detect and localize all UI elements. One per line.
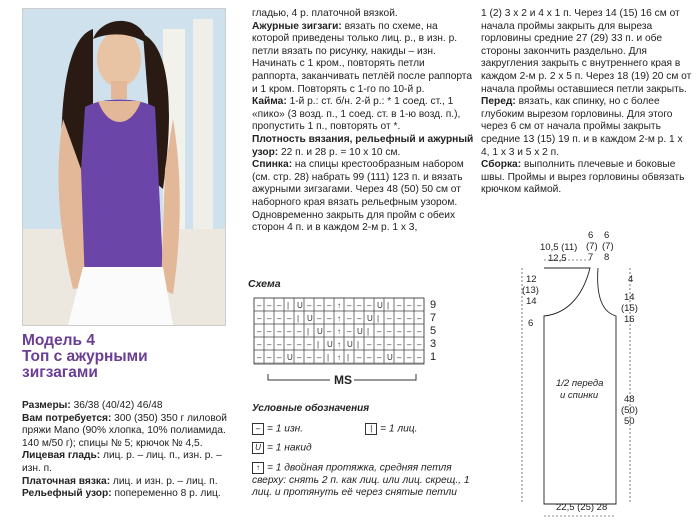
- materials-text: 300 (350) 350 г лиловой пряжи Mano (90% хлопка, 10% полиамида. 140 м/50 г); спицы № 5; крючок № 4,5.: [22, 412, 228, 449]
- knit-symbol-icon: |: [365, 423, 377, 435]
- chart-row-label: 3: [430, 338, 437, 350]
- dim-right-48: 48: [624, 394, 635, 405]
- legend-dec: [252, 462, 474, 500]
- chart-symbol: –: [327, 301, 332, 310]
- dim-top-8: 8: [604, 252, 610, 263]
- legend-yo: [252, 442, 474, 455]
- chart-row-label: 9: [430, 299, 437, 311]
- chart-symbol: –: [387, 340, 392, 349]
- chart-symbol: –: [417, 340, 422, 349]
- model-name-line2: зигзагами: [22, 364, 98, 381]
- chart-symbol: |: [287, 301, 290, 310]
- chart-symbol: –: [287, 340, 292, 349]
- edging-paragraph: [252, 96, 474, 134]
- assembly-label: Сборка:: [481, 159, 522, 171]
- chart-symbol: –: [397, 327, 402, 336]
- chart-symbol: –: [277, 340, 282, 349]
- zigzag-text: вязать по схеме, на которой приведены только лиц. р., в изн. р. петли вязать по рисунку, накиды – изн. Начинать с 1 кром., повторять петли раппорта, заканчивать петлёй после раппорта и 1 кром. Повторять с 1-го по 10-й р.: [252, 20, 473, 95]
- chart-symbol: –: [417, 301, 422, 310]
- dim-top-6b: 6: [604, 230, 610, 241]
- chart-symbol: –: [347, 327, 352, 336]
- chart-symbol: –: [407, 327, 412, 336]
- dim-left-6: 6: [528, 318, 534, 329]
- garter-label: Платочная вязка:: [22, 475, 111, 487]
- chart-symbol: –: [317, 353, 322, 362]
- chart-symbol: ↑: [337, 340, 341, 349]
- chart-symbol: U: [307, 314, 313, 323]
- assembly-text: выполнить плечевые и боковые швы. Проймы и вырез горловины обвязать крючком каймой.: [481, 159, 685, 196]
- chart-symbol: –: [257, 327, 262, 336]
- chart-symbol: –: [257, 314, 262, 323]
- relief-paragraph: [22, 488, 230, 501]
- legend-purl: [252, 423, 303, 436]
- materials-paragraph: [22, 413, 230, 451]
- chart-symbol: –: [407, 353, 412, 362]
- chart-symbol: –: [277, 327, 282, 336]
- chart-symbol: –: [357, 314, 362, 323]
- dim-right-50a: (50): [621, 405, 638, 416]
- assembly-paragraph: [481, 159, 693, 197]
- chart-symbol: –: [267, 314, 272, 323]
- chart-symbol: U: [287, 353, 293, 362]
- chart-symbol: –: [407, 340, 412, 349]
- edging-label: Кайма:: [252, 96, 287, 108]
- dim-left-14: 14: [526, 296, 537, 307]
- chart-symbol: –: [287, 314, 292, 323]
- purl-symbol-icon: –: [252, 423, 264, 435]
- materials-block: [22, 400, 230, 501]
- chart-symbol: –: [377, 327, 382, 336]
- schema-title: Схема: [248, 278, 281, 290]
- chart-symbol: –: [417, 327, 422, 336]
- chart-symbol: –: [357, 301, 362, 310]
- right-intro: 1 (2) 3 х 2 и 4 х 1 п. Через 14 (15) 16 см от начала проймы закрыть для выреза горловины средние 27 (29) 33 п. и обе стороны закончить раздельно. Для закругления закрыть с внутреннего края в каждом 2-м р. 2 х 5 п. Через 18 (19) 20 см от начала проймы оставшиеся петли закрыть.: [481, 8, 692, 95]
- dim-right-4: 4: [628, 274, 634, 285]
- chart-symbol: |: [357, 340, 360, 349]
- sizes-label: Размеры:: [22, 400, 71, 411]
- rapport-label: MS: [334, 373, 352, 387]
- knitting-chart: [250, 296, 450, 388]
- materials-label: Вам потребуется:: [22, 412, 112, 424]
- sizes-text: 36/38 (40/42) 46/48: [70, 400, 163, 411]
- stockinette-label: Лицевая гладь:: [22, 450, 101, 462]
- yarnover-symbol-icon: U: [252, 442, 264, 454]
- chart-symbol: |: [327, 353, 330, 362]
- chart-symbol: –: [407, 314, 412, 323]
- model-photo: [22, 8, 226, 326]
- chart-symbol: –: [417, 353, 422, 362]
- chart-symbol: |: [347, 353, 350, 362]
- chart-symbol: –: [307, 340, 312, 349]
- chart-symbol: |: [307, 327, 310, 336]
- zigzag-label: Ажурные зигзаги:: [252, 20, 342, 32]
- dim-top-7a: (7): [586, 241, 598, 252]
- chart-symbol: U: [317, 327, 323, 336]
- legend-knit-text: = 1 лиц.: [380, 423, 418, 435]
- chart-symbol: –: [267, 340, 272, 349]
- chart-symbol: –: [257, 340, 262, 349]
- chart-row-label: 1: [430, 351, 437, 363]
- chart-symbol: –: [387, 327, 392, 336]
- model-title: [22, 333, 148, 381]
- chart-symbol: –: [397, 353, 402, 362]
- chart-symbol: –: [377, 353, 382, 362]
- chart-symbol: –: [357, 353, 362, 362]
- dim-top-7b: 7: [588, 252, 594, 263]
- dim-top-7c: (7): [602, 241, 614, 252]
- chart-symbol: –: [277, 353, 282, 362]
- dim-right-14: 14: [624, 292, 635, 303]
- chart-symbol: –: [277, 314, 282, 323]
- chart-row-label: 7: [430, 312, 437, 324]
- dim-top-left-2: 12,5: [548, 253, 567, 264]
- chart-symbol: U: [387, 353, 393, 362]
- legend-purl-text: = 1 изн.: [267, 423, 304, 435]
- chart-symbol: U: [297, 301, 303, 310]
- chart-symbol: –: [297, 340, 302, 349]
- chart-symbol: –: [397, 301, 402, 310]
- stockinette-paragraph: [22, 450, 230, 475]
- model-number: Модель 4: [22, 332, 95, 349]
- stockinette-text: лиц. р. – лиц. п., изн. р. – изн. п.: [22, 450, 222, 474]
- dim-right-50b: 50: [624, 416, 635, 427]
- dim-right-16: 16: [624, 314, 635, 325]
- chart-symbol: –: [297, 353, 302, 362]
- edging-text: 1-й р.: ст. б/н. 2-й р.: * 1 соед. ст., 1 «пико» (3 возд. п., 1 соед. ст. в 1-ю возд. п.), пропустить 1 п., повторять от *.: [252, 96, 461, 133]
- chart-symbol: ↑: [337, 327, 341, 336]
- chart-symbol: –: [347, 314, 352, 323]
- chart-symbol: –: [397, 314, 402, 323]
- gauge-label: Плотность вязания, рельефный и ажурный узор:: [252, 133, 474, 158]
- dim-top-6a: 6: [588, 230, 594, 241]
- chart-symbol: –: [327, 327, 332, 336]
- chart-symbol: –: [377, 340, 382, 349]
- zigzag-paragraph: [252, 21, 474, 97]
- chart-symbol: –: [317, 314, 322, 323]
- chart-symbol: |: [297, 314, 300, 323]
- chart-symbol: |: [317, 340, 320, 349]
- back-paragraph: [252, 159, 474, 235]
- sizes-paragraph: [22, 400, 230, 413]
- chart-symbol: –: [307, 353, 312, 362]
- model-name-line1: Топ с ажурными: [22, 348, 148, 365]
- chart-symbol: –: [407, 301, 412, 310]
- chart-symbol: ↑: [337, 353, 341, 362]
- chart-symbol: –: [367, 301, 372, 310]
- chart-symbol: –: [327, 314, 332, 323]
- chart-symbol: –: [387, 314, 392, 323]
- chart-symbol: –: [307, 301, 312, 310]
- legend-dec-text: = 1 двойная протяжка, средняя петля сверху: снять 2 п. как лиц. или лиц. скрещ., 1 лиц. и протянуть её через снятые петли: [252, 462, 470, 499]
- dim-bottom: 22,5 (25) 28: [556, 502, 608, 513]
- front-text: вязать, как спинку, но с более глубоким вырезом горловины. Для этого через 6 см от начала проймы закрыть средние 13 (15) 19 п. и в каждом 2-м р. 1 х 4, 1 х 3 и 5 х 2 п.: [481, 96, 683, 158]
- legend-yo-text: = 1 накид: [267, 442, 312, 454]
- chart-symbol: –: [297, 327, 302, 336]
- chart-symbol: ↑: [337, 314, 341, 323]
- front-label: Перед:: [481, 96, 516, 108]
- instructions-right: [481, 8, 693, 197]
- legend-block: [252, 423, 474, 500]
- chart-symbol: –: [277, 301, 282, 310]
- front-paragraph: [481, 96, 693, 159]
- dim-right-15: (15): [621, 303, 638, 314]
- chart-symbol: –: [317, 301, 322, 310]
- legend-knit: [365, 423, 417, 436]
- chart-symbol: –: [267, 353, 272, 362]
- chart-symbol: –: [367, 340, 372, 349]
- chart-symbol: –: [257, 353, 262, 362]
- chart-symbol: |: [387, 301, 390, 310]
- mid-intro: гладью, 4 р. платочной вязкой.: [252, 8, 398, 19]
- garment-pattern: [500, 230, 698, 526]
- garter-text: лиц. и изн. р. – лиц. п.: [110, 475, 218, 487]
- dim-left-12: 12: [526, 274, 537, 285]
- chart-symbol: –: [287, 327, 292, 336]
- pattern-label-2: и спинки: [560, 390, 599, 401]
- dim-left-13: (13): [522, 285, 539, 296]
- dim-top-left: 10,5 (11): [540, 242, 578, 253]
- chart-cells: [254, 298, 424, 363]
- relief-text: попеременно 8 р. лиц.: [111, 488, 221, 500]
- chart-symbol: U: [357, 327, 363, 336]
- garter-paragraph: [22, 476, 230, 489]
- gauge-paragraph: [252, 134, 474, 159]
- chart-symbol: |: [367, 327, 370, 336]
- chart-symbol: U: [367, 314, 373, 323]
- photo-illustration: [23, 9, 225, 325]
- relief-label: Рельефный узор:: [22, 488, 112, 500]
- chart-symbol: –: [397, 340, 402, 349]
- chart-symbol: –: [347, 301, 352, 310]
- pattern-label-1: 1/2 переда: [556, 378, 604, 389]
- gauge-text: 22 п. и 28 р. = 10 х 10 см.: [278, 146, 401, 158]
- chart-symbol: –: [417, 314, 422, 323]
- chart-row-label: 5: [430, 325, 437, 337]
- chart-symbol: –: [257, 301, 262, 310]
- chart-symbol: U: [347, 340, 353, 349]
- legend-row: [252, 423, 474, 436]
- chart-symbol: |: [377, 314, 380, 323]
- legend-title: Условные обозначения: [252, 403, 370, 414]
- chart-symbol: –: [267, 301, 272, 310]
- back-label: Спинка:: [252, 159, 293, 171]
- chart-symbol: U: [377, 301, 383, 310]
- double-decrease-symbol-icon: ↑: [252, 462, 264, 474]
- chart-symbol: ↑: [337, 301, 341, 310]
- chart-symbol: –: [367, 353, 372, 362]
- chart-symbol: U: [327, 340, 333, 349]
- back-text: на спицы крестообразным набором (см. стр. 28) набрать 99 (111) 123 п. и вязать ажурными зигзагами. Через 48 (50) 50 см от наборного края вязать рельефным узором. Одновременно закрыть для пройм с обеих сторон 4 п. и в каждом 2-м р. 1 х 3,: [252, 159, 464, 234]
- instructions-middle: [252, 8, 474, 235]
- chart-symbol: –: [267, 327, 272, 336]
